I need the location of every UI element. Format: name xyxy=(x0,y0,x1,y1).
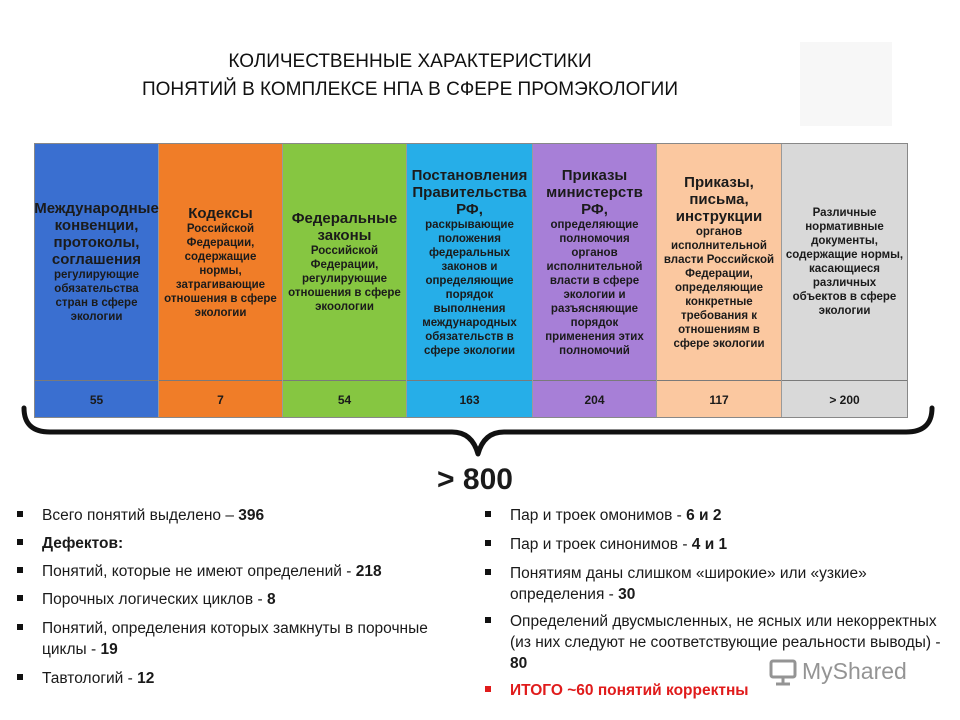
list-item-value: 218 xyxy=(355,563,382,580)
list-item-value: 19 xyxy=(100,641,118,658)
npa-column-title: Федеральные законы xyxy=(291,210,398,244)
list-item xyxy=(14,618,464,660)
bullet-icon xyxy=(485,617,491,623)
npa-column-header xyxy=(407,144,532,380)
list-item-text: Тавтологий - xyxy=(42,670,138,687)
bullet-icon xyxy=(485,511,491,517)
npa-column-description: раскрывающие положения федеральных законов и определяющие порядок выполнения международных обязательств в сфере экологии xyxy=(422,218,517,357)
brace-icon xyxy=(20,404,940,464)
npa-column-header xyxy=(159,144,282,380)
npa-column-header xyxy=(35,144,158,380)
npa-column-header xyxy=(533,144,656,380)
list-item-text: Пар и троек синонимов - xyxy=(510,536,692,553)
bullet-icon xyxy=(17,539,23,545)
npa-column-description: регулирующие обязательства стран в сфере экологии xyxy=(53,269,140,323)
npa-column-count: 163 xyxy=(407,380,532,418)
bullet-icon xyxy=(17,595,23,601)
npa-column-description: Российской Федерации, содержащие нормы, затрагивающие отношения в сфере экологии xyxy=(164,222,277,319)
list-item-text: Определений двусмысленных, не ясных или некорректных (из них следуют не соответствующие реальности выводы) - xyxy=(510,613,941,651)
npa-column-count: 54 xyxy=(283,380,406,418)
total-count: > 800 xyxy=(437,463,513,496)
npa-column-description: Российской Федерации, регулирующие отношения в сфере экоологии xyxy=(288,245,401,313)
npa-column xyxy=(283,144,407,417)
npa-column xyxy=(657,144,782,417)
bullet-icon xyxy=(485,540,491,546)
list-item-text: Пар и троек омонимов - xyxy=(510,507,687,524)
list-item-value: Дефектов: xyxy=(42,535,124,552)
npa-column-description: Различные нормативные документы, содержащие нормы, касающиеся различных объектов в сфере экологии xyxy=(785,207,904,317)
title-line-2: ПОНЯТИЙ В КОМПЛЕКСЕ НПА В СФЕРЕ ПРОМЭКОЛОГИИ xyxy=(142,79,678,100)
npa-column-description: органов исполнительной власти Российской Федерации, определяющие конкретные требования к отношениям в сфере экологии xyxy=(663,225,775,350)
list-item xyxy=(14,505,464,526)
bullet-icon xyxy=(485,686,491,692)
list-item-value: 4 и 1 xyxy=(691,536,728,553)
logo-placeholder xyxy=(800,42,892,126)
npa-column-count: 55 xyxy=(35,380,158,418)
npa-column-title: Кодексы xyxy=(188,204,253,222)
npa-column-title: Международные конвенции, протоколы, соглашения xyxy=(34,200,159,268)
presentation-icon xyxy=(768,656,798,686)
list-item-value: ИТОГО ~60 понятий корректны xyxy=(510,682,749,699)
list-item xyxy=(14,561,464,582)
stats-list-left xyxy=(14,505,464,689)
watermark-text: MyShared xyxy=(802,657,907,684)
list-item-value: 80 xyxy=(510,655,528,672)
bullet-icon xyxy=(17,567,23,573)
npa-column-count: 204 xyxy=(533,380,656,418)
list-item-value: 30 xyxy=(618,586,636,603)
list-item-value: 8 xyxy=(266,591,276,608)
npa-table xyxy=(34,143,908,418)
list-item-value: 396 xyxy=(238,507,265,524)
list-item xyxy=(14,533,464,554)
npa-column-count: > 200 xyxy=(782,380,907,418)
list-item-value: 6 и 2 xyxy=(686,507,722,524)
npa-column-header xyxy=(782,144,907,380)
list-item xyxy=(482,563,952,605)
list-item xyxy=(482,505,952,526)
list-item xyxy=(14,668,464,689)
bullet-icon xyxy=(17,511,23,517)
npa-column xyxy=(782,144,907,417)
list-item xyxy=(482,534,952,555)
bullet-icon xyxy=(17,624,23,630)
list-item-text: Всего понятий выделено – xyxy=(42,507,239,524)
list-item xyxy=(14,589,464,610)
npa-column-header xyxy=(283,144,406,380)
page-title xyxy=(60,48,760,104)
npa-column-title: Приказы, письма, инструкции xyxy=(675,173,763,225)
title-line-1: КОЛИЧЕСТВЕННЫЕ ХАРАКТЕРИСТИКИ xyxy=(228,51,592,72)
npa-column-count: 7 xyxy=(159,380,282,418)
list-item-text: Порочных логических циклов - xyxy=(42,591,267,608)
npa-column-title: Постановления Правительства РФ, xyxy=(411,166,528,218)
npa-column-count: 117 xyxy=(657,380,781,418)
npa-column-description: определяющие полномочия органов исполнительной власти в сфере экологии и разъясняющие порядок применения этих полномочий xyxy=(545,218,644,357)
npa-column xyxy=(159,144,283,417)
list-item-text: Понятий, которые не имеют определений - xyxy=(42,563,356,580)
npa-column xyxy=(533,144,657,417)
npa-column-header xyxy=(657,144,781,380)
npa-column-title: Приказы министерств РФ, xyxy=(546,166,643,218)
npa-column xyxy=(35,144,159,417)
list-item-text: Понятий, определения которых замкнуты в порочные циклы - xyxy=(42,620,428,658)
npa-column xyxy=(407,144,533,417)
watermark xyxy=(768,656,907,686)
bullet-icon xyxy=(485,569,491,575)
list-item-value: 12 xyxy=(137,670,155,687)
bullet-icon xyxy=(17,674,23,680)
list-item-text: Понятиям даны слишком «широкие» или «узкие» определения - xyxy=(510,565,867,603)
